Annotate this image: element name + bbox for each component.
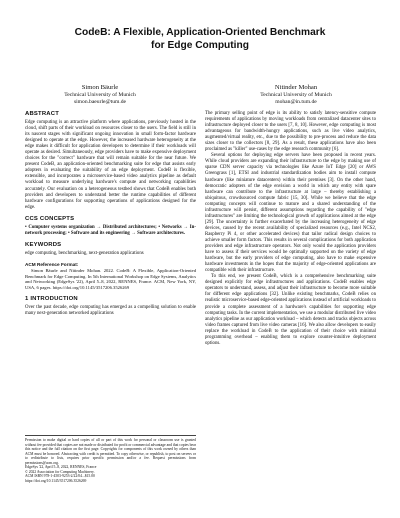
left-column bbox=[25, 111, 196, 317]
paper-title bbox=[30, 27, 370, 52]
author-affiliation: Technical University of Munich bbox=[64, 92, 136, 98]
body-paragraph: To this end, we present CodeB, which is a comprehensive benchmarking suite designed explicitly for edge infrastructures and applications. CodeB enables edge operators to understand, assess, and adjust their infrastructure to become more suitable for different edge applications [32]. Unlike existing benchmarks, CodeB relies on realistic microservice-based edge-oriented applications instead of artificial workloads to provide a complete assessment of a hardware's capabilities for supporting edge computing tasks. In the current implementation, we use a modular distributed live video analytics pipeline as our application workload – which detects and tracks objects across video frames captured from live video cameras [16]. We also allow developers to easily replace the workload in CodeB to the application of their choice with minimal programming overhead – enabling them to explore counter-intuitive deployment options. bbox=[205, 274, 376, 346]
keywords-heading: KEYWORDS bbox=[25, 241, 62, 248]
title-line-2: for Edge Computing bbox=[151, 39, 249, 51]
doi-link[interactable]: https://doi.org/10.1145/3517206.3526269 bbox=[25, 478, 87, 483]
copyright-footnote bbox=[25, 435, 196, 483]
author-name: Simon Bäurle bbox=[81, 84, 119, 91]
introduction-heading: 1 INTRODUCTION bbox=[25, 295, 78, 302]
ccs-heading: CCS CONCEPTS bbox=[25, 215, 75, 222]
title-line-1: CodeB: A Flexible, Application-Oriented Benchmark bbox=[74, 27, 326, 38]
abstract-heading: ABSTRACT bbox=[25, 111, 59, 117]
copyright-line: © 2022 Association for Computing Machinery. bbox=[25, 469, 95, 474]
acm-reference-text: Simon Bäurle and Nitinder Mohan. 2022. CodeB: A Flexible, Application-Oriented Benchmark for Edge Computing. In 5th International Workshop on Edge Systems, Analytics and Networking (EdgeSys '22), April 5–8, 2022, RENNES, France. ACM, New York, NY, USA, 6 pages. https://doi.org/10.1145/3517206.3526269 bbox=[25, 267, 196, 290]
ccs-text: • Computer systems organization → Distributed architectures; • Networks → In-network processing; • Software and its engineering → Software architectures. bbox=[25, 224, 196, 236]
introduction-text: Over the past decade, edge computing has emerged as a compelling solution to enable many next-generation networked applications bbox=[25, 304, 196, 316]
author-block-1 bbox=[20, 84, 180, 106]
author-email: simon.baeurle@tum.de bbox=[73, 99, 127, 105]
author-block-2 bbox=[216, 84, 376, 106]
keywords-text: edge computing, benchmarking, next-generation applications bbox=[25, 250, 144, 256]
body-paragraph: Several options for deploying edge servers have been proposed in recent years. While cloud providers are expanding their infrastructure to the edge by making use of sparse CDN server capacity via technologies like Azure IoT Edge [20] or AWS Greengrass [1], ETSI and industrial standardization bodies aim to install compute hardware (like miniature datacenters) within their premises [3]. On the other hand, democratic adopters of the edge envision a world in which any entity with spare hardware can contribute to the infrastructure at large – thereby establishing a ubiquitous, crowdsourced compute fabric [15, 30]. While we believe that the edge computing concepts will continue to mature and a shared understanding of the infrastructure will persist, different assumptions regarding the capability of "edge infrastructures" are limiting the technological growth of applications aimed at the edge [29]. The uncertainty is further exacerbated by the increasing heterogeneity of edge devices, caused by the recent availability of specialized resources (e.g., Intel NCS2, Raspberry Pi 4, or other accelerated devices) that tailor radical design choices to achieve smaller form factors. This results in several complications for both application providers and edge infrastructure operators. Not only would the application providers have to assess if their services would be optimally supported on the variety of edge hardware, but the early providers of edge computing, also have to make expensive hardware investments in the hopes that the majority of edge-oriented applications are compatible with their infrastructure. bbox=[205, 153, 376, 274]
isbn-line: ACM ISBN 978-1-4503-9253-2/22/04...$15.00 bbox=[25, 474, 95, 479]
permission-notice: Permission to make digital or hard copies of all or part of this work for personal or classroom use is granted without fee provided that copies are not made or distributed for profit or commercial advantage and that copies bear this notice and the full citation on the first page. Copyrights for components of this work owned by others than ACM must be honored. Abstracting with credit is permitted. To copy otherwise, or republish, to post on servers or to redistribute to lists, requires prior specific permission and/or a fee. Request permissions from permissions@acm.org. bbox=[25, 438, 196, 465]
venue-line: EdgeSys '22, April 5–8, 2022, RENNES, France bbox=[25, 465, 97, 470]
author-affiliation: Technical University of Munich bbox=[260, 92, 332, 98]
right-column bbox=[205, 111, 376, 347]
acm-reference-heading: ACM Reference Format: bbox=[25, 261, 79, 267]
author-email: mohan@in.tum.de bbox=[275, 99, 317, 105]
author-name: Nitinder Mohan bbox=[274, 84, 318, 91]
abstract-text: Edge computing is an attractive platform where applications, previously hosted in the cloud, shift parts of their workload on resources closer to the users. The field is still in its nascent stages with significant ongoing innovation in small form-factor hardware designed to operate at the edge. However, the increased hardware heterogeneity at the edge makes it difficult for application developers to determine if their workloads will operate as desired. Simultaneously, edge providers have to make expensive deployment choices for the "correct" hardware that will remain suitable for the near future. We present CodeB, an application-oriented benchmarking suite for edge that assists early adopters in evaluating the suitability of an edge deployment. CodeB is flexible, extensible, and incorporates a microservice-based video analytics pipeline as default workload to measure underlying hardware's compute and networking capabilities accurately. Our evaluation on a heterogeneous testbed shows that CodeB enables both providers and developers to understand better the runtime capabilities of different hardware configurations for supporting operations of applications designed for the edge. bbox=[25, 120, 196, 210]
body-paragraph: The primary selling point of edge is its ability to satisfy latency-sensitive compute requirements of applications by moving workloads from centralized datacenter sites to infrastructure deployed closer to the users [7, 8, 10]. However, edge computing is most advantageous for bandwidth-hungry applications, such as live video analytics, augmented/virtual reality, etc., due to the possibility to pre-process and reduce the data sizes closer to the collectors [8, 29]. As a result, these applications have also been proclaimed as "killer" use-cases by the edge research community [6]. bbox=[205, 111, 376, 153]
